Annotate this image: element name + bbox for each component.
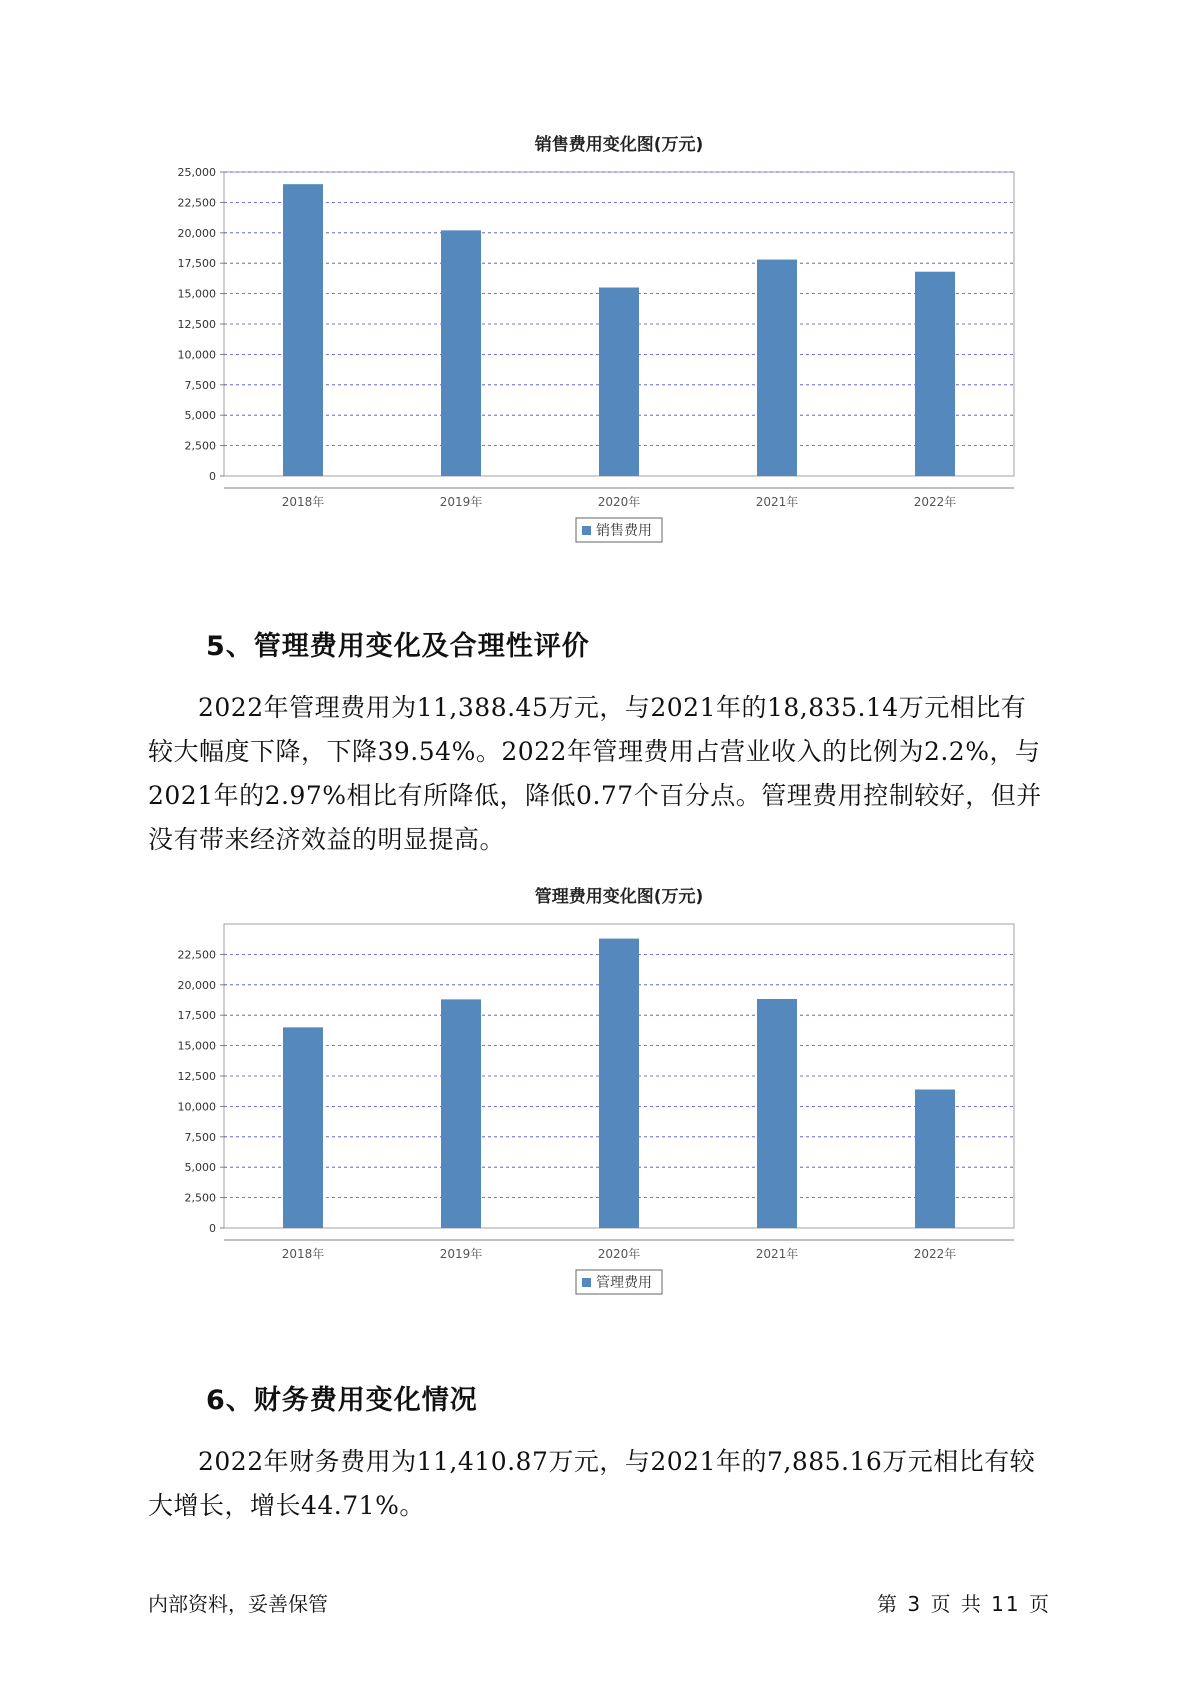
y-tick-label: 17,500 xyxy=(177,1009,216,1023)
y-tick-label: 7,500 xyxy=(184,378,216,392)
admin-expense-chart-svg xyxy=(150,882,1030,1322)
bar-2019年 xyxy=(441,230,481,476)
section6-paragraph xyxy=(148,1440,1048,1528)
x-tick-label: 2019年 xyxy=(439,495,483,509)
y-tick-label: 10,000 xyxy=(177,1100,216,1114)
x-tick-label: 2019年 xyxy=(439,1247,483,1261)
footer-confidential-note: 内部资料，妥善保管 xyxy=(148,1592,328,1616)
y-tick-label: 20,000 xyxy=(177,978,216,992)
section5-paragraph-text: 2022年管理费用为11,388.45万元，与2021年的18,835.14万元相比有较大幅度下降，下降39.54%。2022年管理费用占营业收入的比例为2.2%，与2021年的2.97%相比有所降低，降低0.77个百分点。管理费用控制较好，但并没有带来经济效益的明显提高。 xyxy=(148,693,1042,854)
legend-swatch xyxy=(582,1278,591,1287)
y-tick-label: 2,500 xyxy=(184,439,216,453)
section6-paragraph-text: 2022年财务费用为11,410.87万元，与2021年的7,885.16万元相比有较大增长，增长44.71%。 xyxy=(148,1447,1036,1520)
section5-paragraph xyxy=(148,686,1048,862)
x-tick-label: 2021年 xyxy=(755,495,799,509)
x-tick-label: 2022年 xyxy=(913,1247,957,1261)
admin-expense-chart xyxy=(150,882,1030,1322)
legend-label: 管理费用 xyxy=(596,1275,652,1291)
y-tick-label: 17,500 xyxy=(177,257,216,271)
section6-heading: 6、财务费用变化情况 xyxy=(206,1385,478,1416)
chart-title: 销售费用变化图(万元) xyxy=(534,135,704,155)
y-tick-label: 7,500 xyxy=(184,1130,216,1144)
y-tick-label: 2,500 xyxy=(184,1191,216,1205)
footer-page-number: 第 3 页 共 11 页 xyxy=(877,1592,1051,1616)
bar-2021年 xyxy=(757,999,797,1228)
x-tick-label: 2022年 xyxy=(913,495,957,509)
y-tick-label: 12,500 xyxy=(177,1070,216,1083)
legend-swatch xyxy=(582,526,591,535)
legend-label: 销售费用 xyxy=(596,523,652,539)
y-tick-label: 10,000 xyxy=(177,348,216,362)
y-tick-label: 22,500 xyxy=(177,196,216,210)
y-tick-label: 0 xyxy=(209,1222,216,1235)
x-tick-label: 2018年 xyxy=(281,1247,325,1261)
x-tick-label: 2020年 xyxy=(597,495,641,509)
x-tick-label: 2021年 xyxy=(755,1247,799,1261)
bar-2019年 xyxy=(441,999,481,1228)
bar-2018年 xyxy=(283,1027,323,1228)
x-tick-label: 2018年 xyxy=(281,495,325,509)
sales-expense-chart-svg xyxy=(150,130,1030,570)
bar-2020年 xyxy=(599,288,639,476)
bar-2021年 xyxy=(757,260,797,476)
y-tick-label: 5,000 xyxy=(184,1161,216,1175)
bar-2020年 xyxy=(599,939,639,1228)
y-tick-label: 0 xyxy=(209,470,216,483)
bar-2022年 xyxy=(915,272,955,476)
y-tick-label: 25,000 xyxy=(177,166,216,179)
y-tick-label: 20,000 xyxy=(177,226,216,240)
y-tick-label: 15,000 xyxy=(177,1039,216,1053)
chart-title: 管理费用变化图(万元) xyxy=(534,887,704,907)
sales-expense-chart xyxy=(150,130,1030,570)
bar-2018年 xyxy=(283,184,323,476)
y-tick-label: 22,500 xyxy=(177,948,216,962)
section5-heading: 5、管理费用变化及合理性评价 xyxy=(206,631,590,662)
bar-2022年 xyxy=(915,1090,955,1228)
x-tick-label: 2020年 xyxy=(597,1247,641,1261)
y-tick-label: 15,000 xyxy=(177,287,216,301)
y-tick-label: 5,000 xyxy=(184,409,216,423)
y-tick-label: 12,500 xyxy=(177,318,216,331)
